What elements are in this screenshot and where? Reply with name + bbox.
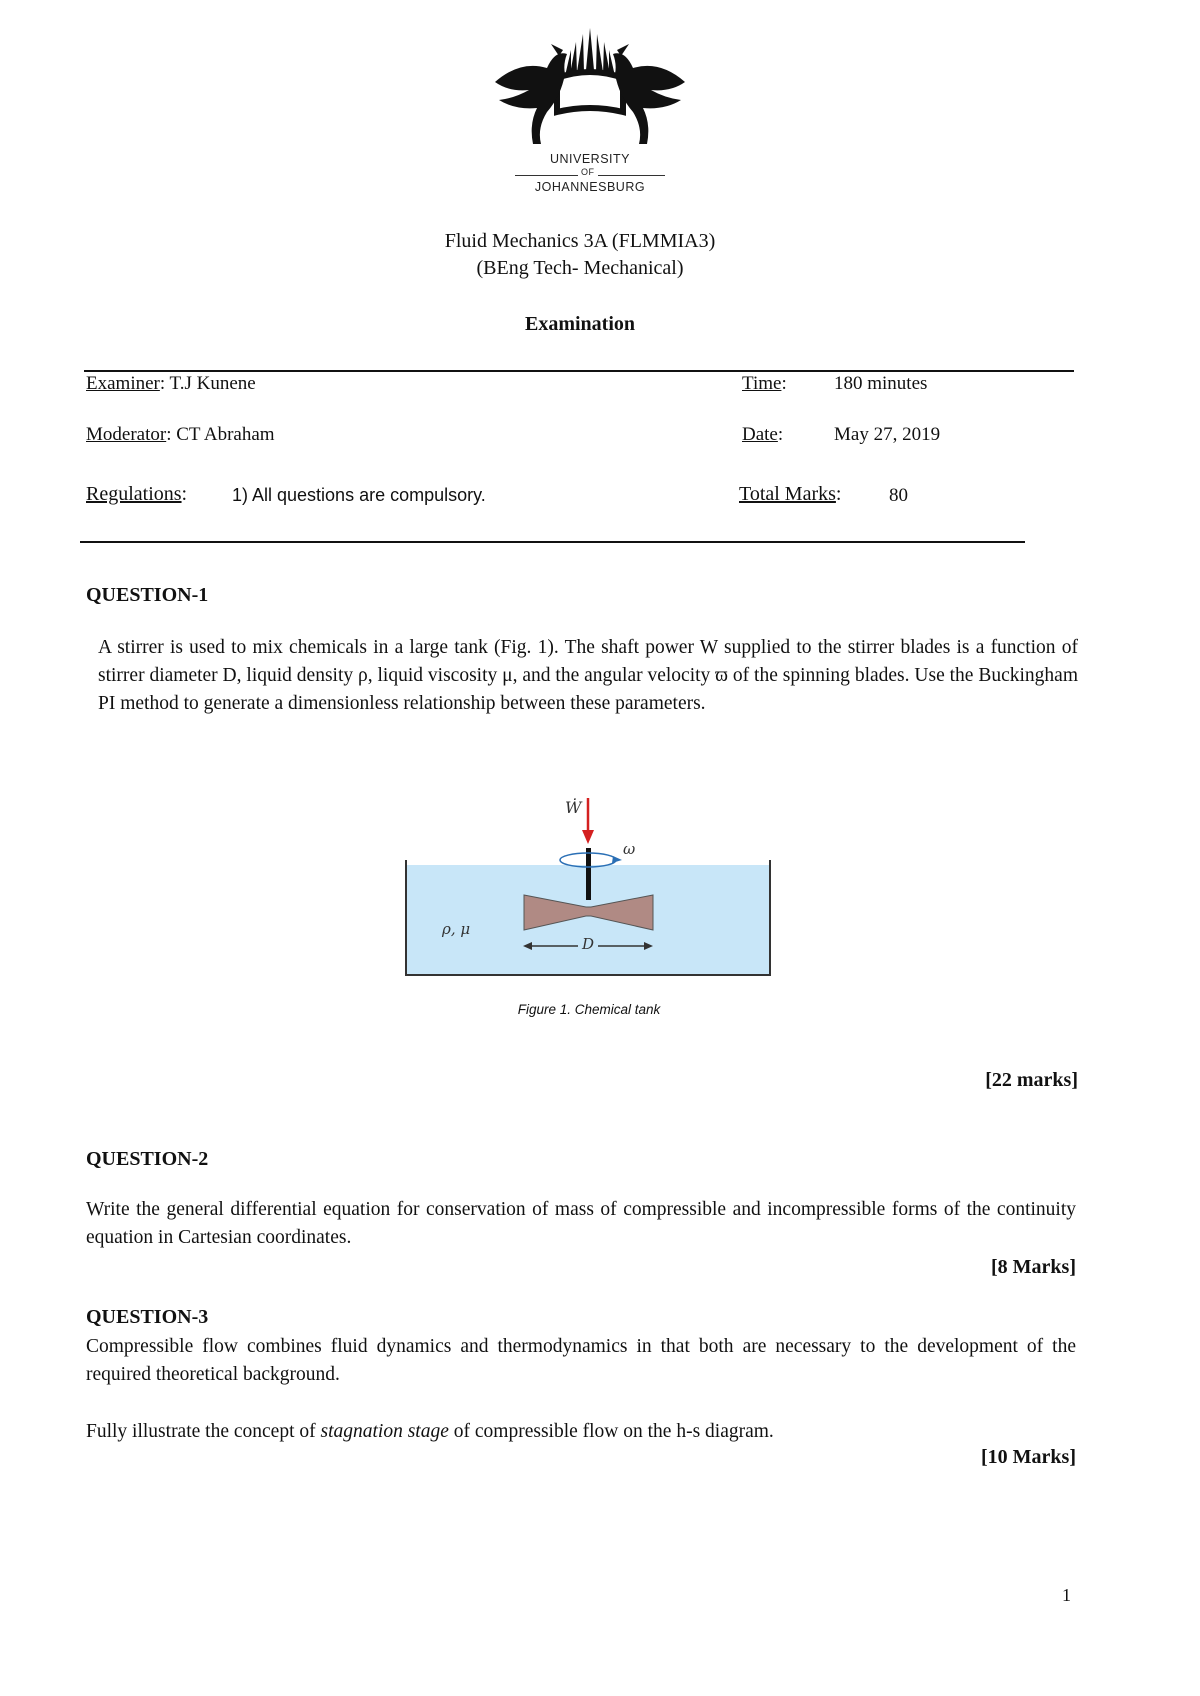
- examiner-label: Examiner: [86, 373, 160, 394]
- moderator-label: Moderator: [86, 424, 167, 445]
- question-2-text: Write the general differential equation for conservation of mass of compressible and incompressible forms of the continuity equation in Cartesian coordinates.: [86, 1199, 1076, 1248]
- logo-line-of: OF: [515, 169, 665, 181]
- examiner-value: : T.J Kunene: [159, 373, 256, 394]
- header-bottom-rule: [80, 541, 1025, 543]
- question-3-marks: [10 Marks]: [981, 1446, 1076, 1468]
- power-label: Ẇ: [565, 798, 582, 817]
- date-value: May 27, 2019: [834, 424, 941, 445]
- regulations-field: Regulations:: [86, 483, 188, 505]
- total-marks-field: Total Marks:: [739, 483, 842, 505]
- time-label: Time: [742, 373, 782, 394]
- examiner-field: [86, 373, 256, 395]
- time-field: Time:: [742, 373, 787, 394]
- university-logo: [485, 20, 695, 195]
- question-3-heading: QUESTION-3: [86, 1306, 209, 1328]
- question-1-marks: [22 marks]: [985, 1069, 1078, 1091]
- course-title: Fluid Mechanics 3A (FLMMIA3): [444, 230, 716, 252]
- date-label: Date: [742, 424, 778, 445]
- time-value: 180 minutes: [834, 373, 928, 394]
- regulations-label: Regulations: [86, 483, 182, 505]
- question-2-marks: [8 Marks]: [991, 1256, 1076, 1278]
- question-1-text: A stirrer is used to mix chemicals in a large tank (Fig. 1). The shaft power W supplied to the stirrer blades is a function of stirrer diameter D, liquid density ρ, liquid viscosity μ, and the angular velocity ϖ of the spinning blades. Use the Buckingham PI method to generate a dimensionless relationship between these parameters.: [98, 637, 1078, 714]
- figure-1-caption: Figure 1. Chemical tank: [517, 1002, 661, 1017]
- header-top-rule: [84, 370, 1074, 372]
- figure-1: [400, 790, 780, 990]
- moderator-value: : CT Abraham: [166, 424, 275, 445]
- omega-label: ω: [623, 840, 636, 858]
- date-field: Date:: [742, 424, 784, 445]
- stirrer-shaft: [586, 848, 591, 900]
- fluid-label: ρ, μ: [442, 920, 471, 938]
- total-marks-value: 80: [889, 485, 908, 506]
- question-3-text: Compressible flow combines fluid dynamics and thermodynamics in that both are necessary to the development of the required theoretical background.: [86, 1336, 1076, 1385]
- diameter-label: D: [582, 935, 595, 953]
- course-program: (BEng Tech- Mechanical): [476, 257, 684, 279]
- question-2-heading: QUESTION-2: [86, 1148, 209, 1170]
- exam-type: Examination: [524, 313, 636, 335]
- power-arrow-icon: [582, 830, 594, 844]
- moderator-field: [86, 424, 275, 446]
- page-number: 1: [1062, 1585, 1071, 1605]
- question-1-heading: QUESTION-1: [86, 584, 209, 606]
- question-3-text-2: Fully illustrate the concept of stagnation stage of compressible flow on the h-s diagram.: [86, 1421, 774, 1442]
- logo-birds-icon: [485, 20, 695, 150]
- total-marks-label: Total Marks: [739, 483, 836, 505]
- regulations-value: 1) All questions are compulsory.: [232, 485, 486, 505]
- logo-line-johannesburg: JOHANNESBURG: [534, 180, 646, 194]
- stagnation-stage-term: stagnation stage: [320, 1421, 449, 1442]
- logo-line-university: UNIVERSITY: [549, 152, 630, 166]
